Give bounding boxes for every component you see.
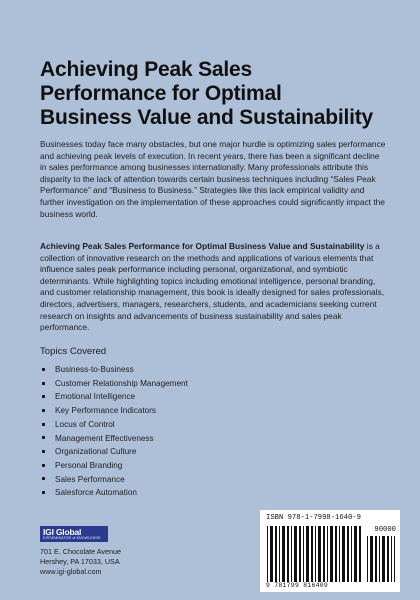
title-line-3: Business Value and Sustainability: [40, 106, 374, 129]
topic-label: Key Performance Indicators: [55, 406, 157, 416]
title-line-2: Performance for Optimal: [40, 82, 282, 105]
topic-label: Organizational Culture: [55, 447, 137, 457]
topics-heading: Topics Covered: [40, 346, 107, 357]
address-line: 701 E. Chocolate Avenue: [40, 547, 121, 556]
book-title: [40, 58, 390, 130]
description-paragraph: [40, 241, 388, 334]
bullet-icon: [42, 491, 45, 494]
bullet-icon: [42, 464, 45, 467]
barcode-bar: [279, 526, 280, 582]
intro-paragraph: Businesses today face many obstacles, but one major hurdle is optimizing sales performance and achieving peak levels of execution. In recent years, there has been a significant decline in sales performance among businesses internationally. Many professionals attribute this disparity to the lack of attention towards certain business techniques including “Sales Peak Performance” and “Business to Business.” Strategies like this lack empirical validity and further investigation on the implementation of these approaches could significantly impact the business world.: [40, 139, 386, 219]
barcode-panel: [260, 510, 400, 592]
bullet-icon: [42, 436, 45, 439]
barcode-icon: [266, 526, 362, 582]
publisher-logo-subtext: DISSEMINATOR of KNOWLEDGE: [43, 536, 101, 540]
barcode-bar: [323, 526, 325, 582]
barcode-bar: [318, 526, 321, 582]
barcode-bar: [394, 536, 395, 582]
barcode-bar: [347, 526, 349, 582]
bullet-icon: [42, 450, 45, 453]
topic-label: Locus of Control: [55, 419, 115, 429]
topic-item: [40, 432, 188, 446]
barcode-bar: [367, 536, 368, 582]
topic-label: Emotional Intelligence: [55, 392, 136, 402]
barcode-bar: [391, 536, 392, 582]
price-code: 90000: [374, 526, 396, 534]
topic-label: Business-to-Business: [55, 365, 134, 374]
barcode-bar: [339, 526, 340, 582]
barcode-bar: [327, 526, 328, 582]
title-line-1: Achieving Peak Sales: [40, 58, 252, 81]
topic-label: Customer Relationship Management: [55, 378, 188, 388]
barcode-number: 9 781799 816409: [266, 582, 329, 589]
barcode-bar: [387, 536, 389, 582]
barcode-bar: [294, 526, 297, 582]
topic-label: Management Effectiveness: [55, 433, 154, 443]
topic-item: [40, 390, 188, 404]
description-body: is a collection of innovative research on the methods and applications of various elements that influence sales peak performance including personal, organizational, and symbiotic determinants. While highlighting topics including emotional intelligence, personal branding, and customer relationship management, this book is ideally designed for sales professionals, directors, advertisers, managers, researchers, students, and academicians seeking current research on insights and advancements of business sustainability and sales peak performance.: [40, 241, 385, 333]
barcode-bar: [291, 526, 292, 582]
bullet-icon: [42, 409, 45, 412]
barcode-bar: [375, 536, 377, 582]
publisher-address: [40, 547, 121, 576]
barcode-bar: [370, 536, 373, 582]
barcode-bar: [359, 526, 361, 582]
topic-label: Salesforce Automation: [55, 488, 137, 498]
bullet-icon: [42, 477, 45, 480]
publisher-logo: [40, 526, 108, 542]
barcode-bar: [282, 526, 285, 582]
barcode-bar: [330, 526, 333, 582]
barcode-bar: [354, 526, 357, 582]
barcode-bar: [303, 526, 304, 582]
publisher-logo-text: IGI Global: [43, 527, 82, 537]
topic-label: Personal Branding: [55, 460, 123, 470]
barcode-bar: [379, 536, 380, 582]
barcode-bar: [299, 526, 301, 582]
barcode-bar: [267, 526, 268, 582]
barcode-bar: [335, 526, 337, 582]
topics-list: [40, 363, 188, 500]
topic-item: [40, 486, 188, 500]
address-line: Hershey, PA 17033, USA: [40, 556, 120, 566]
topic-item: [40, 363, 188, 377]
topic-item: [40, 445, 188, 459]
topic-item: [40, 404, 188, 418]
description-book-title: Achieving Peak Sales Performance for Optimal Business Value and Sustainability: [40, 241, 365, 251]
barcode-bar: [342, 526, 345, 582]
barcode-bar: [311, 526, 313, 582]
topic-label: Sales Performance: [55, 474, 125, 484]
topic-item: [40, 377, 188, 391]
topic-item: [40, 459, 188, 473]
barcode-bar: [270, 526, 273, 582]
bullet-icon: [42, 382, 45, 385]
barcode-bar: [351, 526, 352, 582]
bullet-icon: [42, 423, 45, 426]
price-barcode-icon: [366, 536, 396, 582]
topic-item: [40, 418, 188, 432]
topic-item: [40, 473, 188, 487]
bullet-icon: [42, 368, 45, 371]
barcode-bar: [287, 526, 289, 582]
barcode-bar: [275, 526, 277, 582]
barcode-bar: [306, 526, 309, 582]
barcode-bar: [382, 536, 385, 582]
address-line: www.igi-global.com: [40, 566, 102, 576]
barcode-bar: [315, 526, 316, 582]
isbn-label: ISBN 978-1-7998-1640-9: [266, 514, 361, 522]
bullet-icon: [42, 395, 45, 398]
